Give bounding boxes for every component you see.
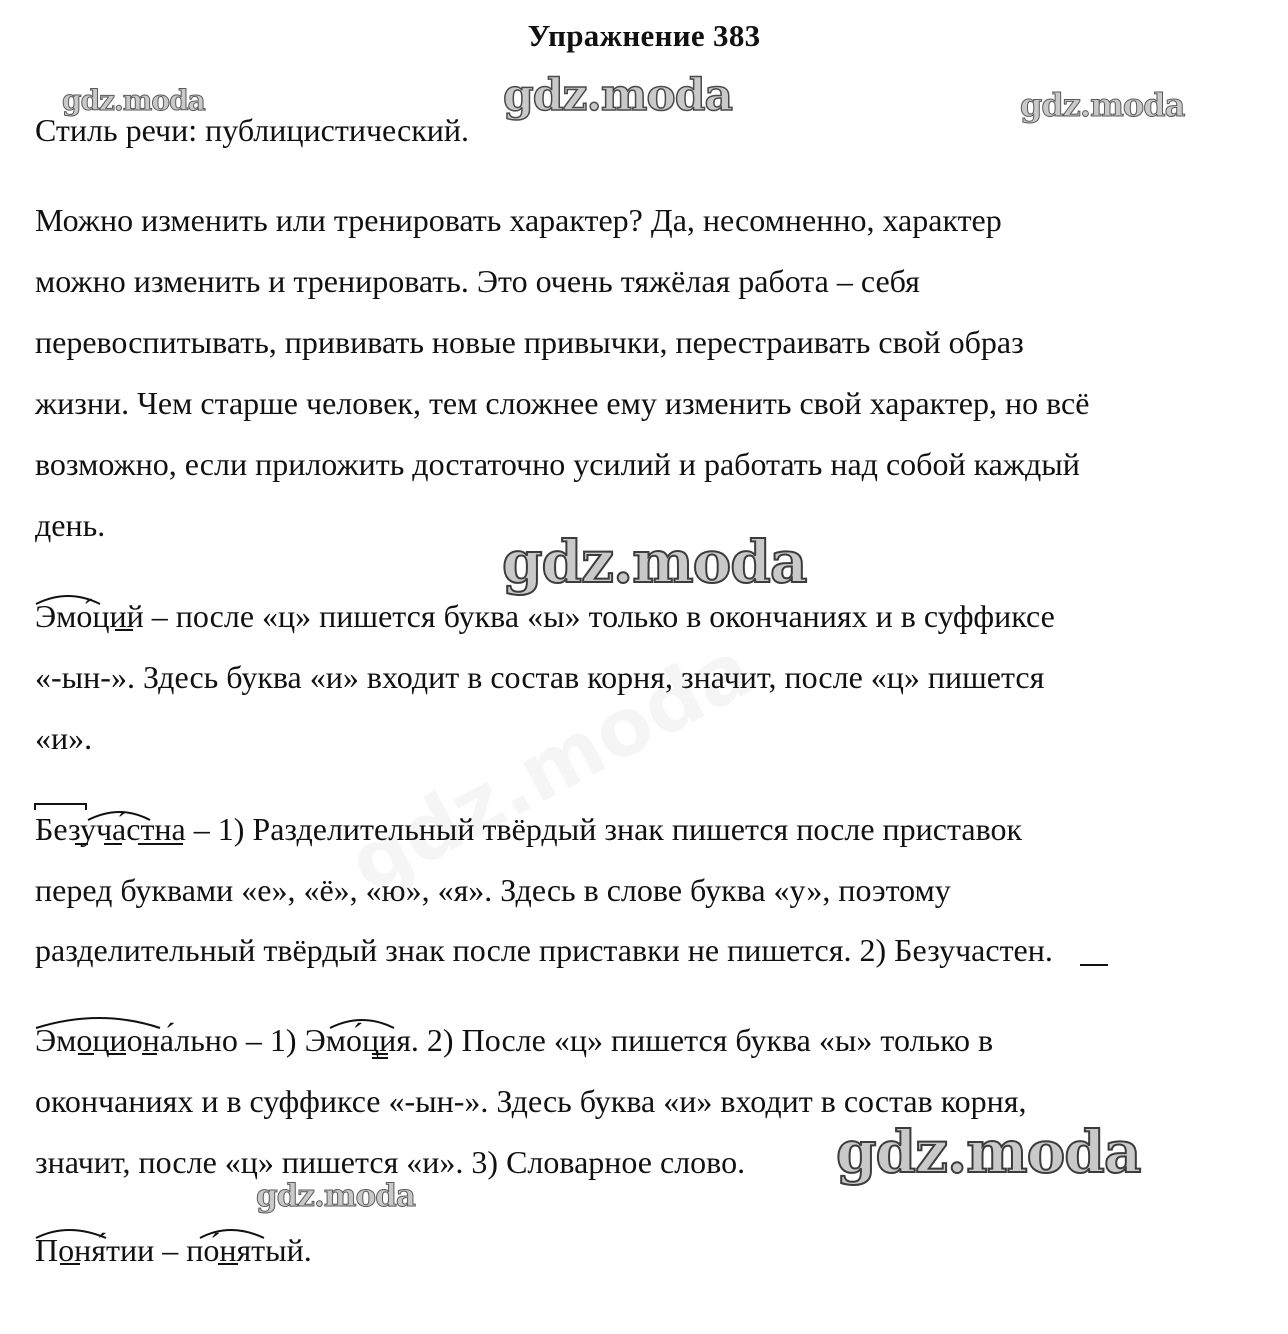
main-line: Можно изменить или тренировать характер? Да, несомненно, характер: [35, 202, 1002, 238]
ponyatii-line: Поня́тии – по́нятый.: [35, 1232, 312, 1268]
bezuchastna-line: перед буквами «е», «ё», «ю», «я». Здесь в слове буква «у», поэтому: [35, 872, 951, 908]
bezuchastna-line: разделительный твёрдый знак после приставки не пишется. 2) Безучастен.: [35, 932, 1053, 968]
emotsionalno-line: окончаниях и в суффиксе «-ын-». Здесь буква «и» входит в состав корня,: [35, 1083, 1027, 1119]
watermark-lower-left: gdz.moda: [256, 1178, 415, 1214]
main-line: возможно, если приложить достаточно усилий и работать над собой каждый: [35, 446, 1080, 482]
watermark-top-left: gdz.moda: [62, 84, 205, 117]
watermark-top-right: gdz.moda: [1020, 86, 1185, 124]
watermark-top-center: gdz.moda: [503, 70, 733, 121]
bezuchastna-line: Безуча́стна – 1) Разделительный твёрдый знак пишется после приставок: [35, 811, 1022, 847]
emotsiy-line: «-ын-». Здесь буква «и» входит в состав корня, значит, после «ц» пишется: [35, 659, 1045, 695]
emotsionalno-line: значит, после «ц» пишется «и». 3) Словарное слово.: [35, 1144, 746, 1180]
style-line: Стиль речи: публицистический.: [35, 112, 470, 148]
watermark-lower-right: gdz.moda: [836, 1118, 1141, 1186]
main-line: можно изменить и тренировать. Это очень тяжёлая работа – себя: [35, 263, 920, 299]
emotsiy-line: Эмо́ций – после «ц» пишется буква «ы» только в окончаниях и в суффиксе: [35, 598, 1055, 634]
watermark-center: gdz.moda: [502, 528, 807, 596]
main-line: день.: [35, 507, 106, 543]
main-line: перевоспитывать, прививать новые привычки, перестраивать свой образ: [35, 324, 1024, 360]
main-line: жизни. Чем старше человек, тем сложнее ему изменить свой характер, но всё: [35, 385, 1090, 421]
page-title: Упражнение 383: [527, 18, 761, 53]
emotsionalno-line: Эмоциона́льно – 1) Эмо́ция. 2) После «ц» пишется буква «ы» только в: [35, 1022, 994, 1058]
emotsiy-line: «и».: [35, 720, 93, 756]
